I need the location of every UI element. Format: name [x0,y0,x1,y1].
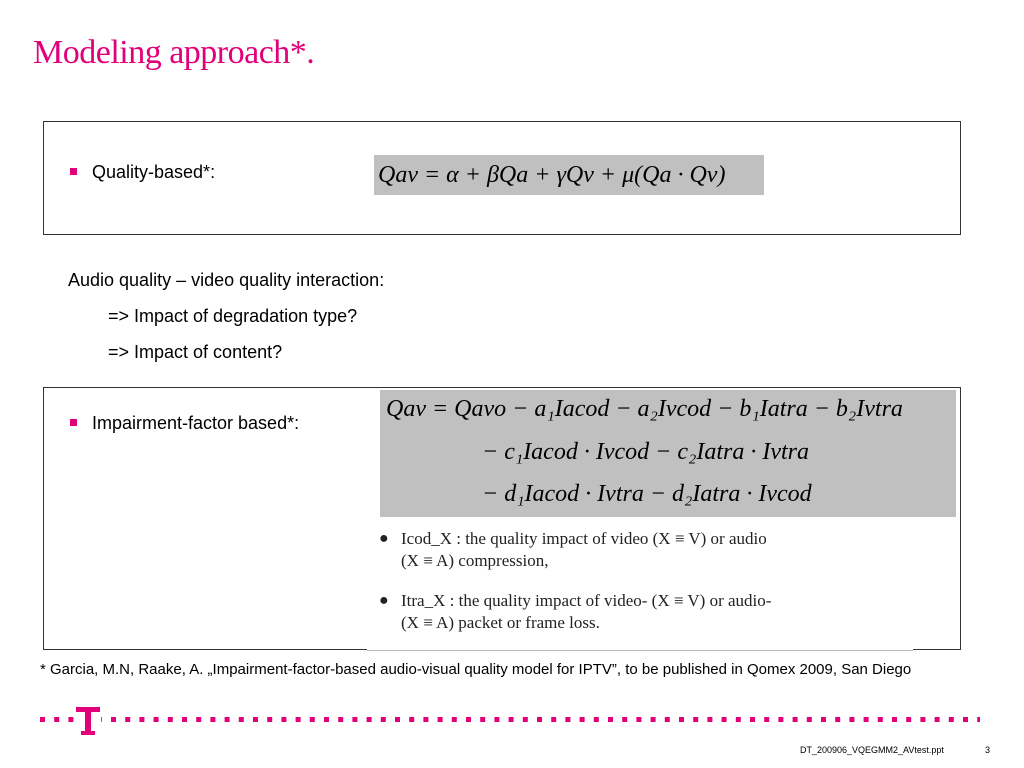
brand-dot [480,717,485,722]
telekom-t-logo [75,703,101,737]
impairment-factor-label: Impairment-factor based*: [92,413,300,433]
brand-dot [154,717,159,722]
slide-title: Modeling approach*. [33,34,315,71]
interaction-item-content: => Impact of content? [108,342,283,362]
brand-dot [693,717,698,722]
footer-page-number: 3 [985,745,991,755]
brand-dot [665,717,670,722]
brand-dot [778,717,783,722]
bullet-dot-icon: ● [379,592,389,609]
brand-dot [125,717,130,722]
brand-dot [594,717,599,722]
formula-line-2: − c₁Iacod · Ivcod − c₂Iatra · Ivtra [482,439,809,465]
brand-dot [210,717,215,722]
brand-dot [750,717,755,722]
brand-dot [551,717,556,722]
brand-dot [438,717,443,722]
definition-itra [379,590,772,634]
brand-dot [565,717,570,722]
brand-dot [707,717,712,722]
brand-dot [821,717,826,722]
brand-dot [367,717,372,722]
interaction-heading: Audio quality – video quality interaction: [68,270,385,290]
brand-dot [225,717,230,722]
brand-dot [395,717,400,722]
brand-dot [679,717,684,722]
bullet-dot-icon: ● [379,530,389,547]
brand-dot [381,717,386,722]
bullet-square-icon [70,168,77,175]
brand-dot [878,717,883,722]
brand-dot [239,717,244,722]
brand-dot [977,717,980,722]
variable-definitions [367,520,913,651]
brand-dot [168,717,173,722]
brand-dot [580,717,585,722]
brand-dot [764,717,769,722]
brand-dot [423,717,428,722]
footer-filename: DT_200906_VQEGMM2_AVtest.ppt [800,745,944,755]
brand-dot [40,717,45,722]
quality-based-formula: Qav = α + βQa + γQv + μ(Qa · Qv) [374,155,764,195]
brand-dot [352,717,357,722]
brand-dot [864,717,869,722]
brand-dot [892,717,897,722]
brand-dot [267,717,272,722]
brand-dot [849,717,854,722]
brand-dot [509,717,514,722]
definition-icod-line2: (X ≡ A) compression, [401,551,549,570]
brand-dot [622,717,627,722]
impairment-factor-bullet [70,413,299,434]
impairment-factor-formula [380,390,956,517]
brand-dot [338,717,343,722]
footnote-citation: * Garcia, M.N, Raake, A. „Impairment-factor-based audio-visual quality model for IPTV”, to be published in Qomex 2009, San Diego [40,661,912,678]
brand-dot [835,717,840,722]
brand-dot [906,717,911,722]
interaction-item-degradation: => Impact of degradation type? [108,306,358,326]
brand-dot [54,717,59,722]
brand-dot [139,717,144,722]
brand-dot [736,717,741,722]
definition-itra-line1: Itra_X : the quality impact of video- (X ≡ V) or audio- [401,591,772,610]
brand-dot [793,717,798,722]
brand-dot [963,717,968,722]
definition-icod [379,528,767,572]
formula-line-3: − d₁Iacod · Ivtra − d₂Iatra · Ivcod [482,481,812,507]
brand-dot [651,717,656,722]
brand-dot [949,717,954,722]
brand-dot [608,717,613,722]
definition-icod-line1: Icod_X : the quality impact of video (X ≡ V) or audio [401,529,767,548]
quality-based-bullet [70,162,215,183]
definition-itra-line2: (X ≡ A) packet or frame loss. [401,613,600,632]
brand-dot [523,717,528,722]
brand-dot [310,717,315,722]
brand-dot [452,717,457,722]
brand-dot [722,717,727,722]
brand-dot [807,717,812,722]
brand-dot [466,717,471,722]
brand-dot [182,717,187,722]
brand-dot-line [40,716,980,724]
brand-dot [494,717,499,722]
bullet-square-icon [70,419,77,426]
brand-dot [636,717,641,722]
brand-dot [935,717,940,722]
brand-dot [537,717,542,722]
brand-dot [296,717,301,722]
brand-dot [68,717,73,722]
brand-dot [409,717,414,722]
brand-dot [111,717,116,722]
formula-line-1: Qav = Qavo − a₁Iacod − a₂Ivcod − b₁Iatra − b₂Ivtra [386,396,903,422]
brand-dot [920,717,925,722]
brand-dot [196,717,201,722]
brand-dot [281,717,286,722]
brand-dot [324,717,329,722]
quality-based-label: Quality-based*: [92,162,216,182]
brand-dot [253,717,258,722]
